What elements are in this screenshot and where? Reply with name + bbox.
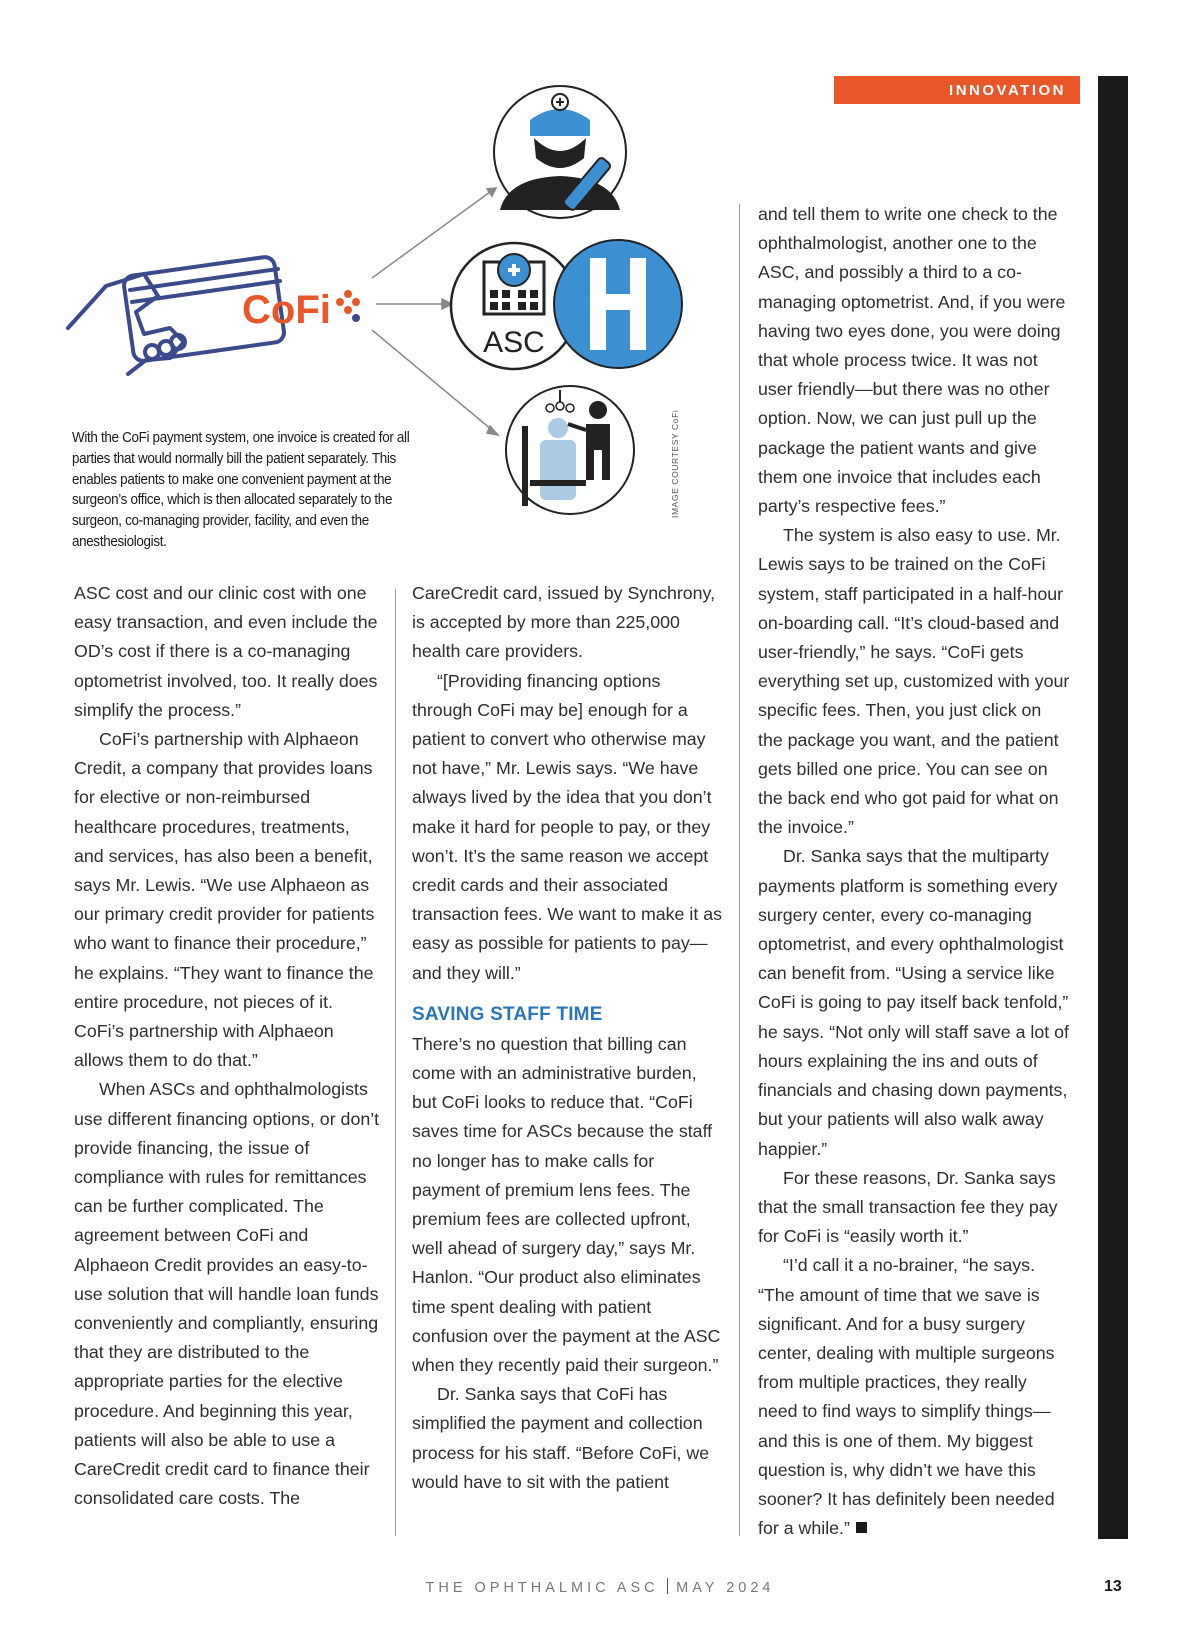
hospital-icon	[554, 240, 682, 368]
paragraph: and tell them to write one check to the ophthalmologist, another one to the ASC, and possibly a third to a co-managing optometrist. And, if you were having two eyes done, you were doing that whole process twice. It was not user friendly—but there was no other option. Now, we can just pull up the package the patient wants and give them one invoice that includes each party’s respective fees.”	[758, 204, 1066, 517]
column-divider	[395, 589, 396, 1536]
cofi-logo-text: CoFi	[242, 288, 331, 332]
paragraph: CoFi’s partnership with Alphaeon Credit, a company that provides loans for elective or non-reimbursed healthcare procedures, treatments, and services, has also been a benefit, says Mr. Lewis. “We use Alphaeon as our primary credit provider for patients who want to finance their procedure,” he explains. “They want to finance the entire procedure, not pieces of it. CoFi’s partnership with Alphaeon allows them to do that.”	[74, 729, 375, 1071]
paragraph: “[Providing financing options through CoFi may be] enough for a patient to convert who otherwise may not have,” Mr. Lewis says. “We have always lived by the idea that you don’t make it hard for people to pay, or they won’t. It’s the same reason we accept credit cards and their associated transaction fees. We want to make it as easy as possible for patients to pay—and they will.”	[412, 670, 722, 983]
paragraph: There’s no question that billing can come with an administrative burden, but CoFi looks to reduce that. “CoFi saves time for ASCs because the staff no longer has to make calls for payment of premium lens fees. The premium fees are collected upfront, well ahead of surgery day,” says Mr. Hanlon. “Our product also eliminates time spent dealing with patient confusion over the payment at the ASC when they recently paid their surgeon.”	[412, 1033, 721, 1376]
publication-name: THE OPHTHALMIC ASC	[425, 1580, 659, 1596]
paragraph: For these reasons, Dr. Sanka says that the small transaction fee they pay for CoFi is “easily worth it.”	[758, 1167, 1058, 1247]
section-tag: INNOVATION	[834, 76, 1080, 104]
asc-label: ASC	[483, 326, 545, 359]
footer-separator	[667, 1578, 669, 1594]
image-credit: IMAGE COURTESY CoFi	[670, 409, 680, 518]
issue-date: MAY 2024	[676, 1580, 775, 1596]
column-1	[74, 579, 384, 1514]
subheading: SAVING STAFF TIME	[412, 1003, 603, 1025]
paragraph	[758, 1251, 1070, 1543]
page-edge-bar	[1098, 76, 1128, 1539]
page-number: 13	[1104, 1578, 1122, 1595]
paragraph: Dr. Sanka says that the multiparty payments platform is something every surgery center, every co-managing optometrist, and every ophthalmologist can benefit from. “Using a service like CoFi is going to pay itself back tenfold,” he says. “Not only will staff save a lot of hours explaining the ins and outs of financials and chasing down payments, but your patients will also walk away happier.”	[758, 846, 1069, 1159]
paragraph: Dr. Sanka says that CoFi has simplified the payment and collection process for his staff. “Before CoFi, we would have to sit with the patient	[412, 1384, 710, 1492]
column-3	[758, 200, 1070, 1543]
paragraph: When ASCs and ophthalmologists use different financing options, or don’t provide financing, the issue of compliance with rules for remittances can be further complicated. The agreement between CoFi and Alphaeon Credit provides an easy-to-use solution that will handle loan funds conveniently and compliantly, ensuring that they are distributed to the appropriate parties for the elective procedure. And beginning this year, patients will also be able to use a CareCredit credit card to finance their consolidated care costs. The	[74, 1079, 380, 1509]
end-of-article-mark	[856, 1522, 867, 1533]
closing-paragraph-text: “I’d call it a no-brainer, “he says. “The amount of time that we save is significant. And for a busy surgery center, dealing with multiple surgeons from multiple practices, they really need to find ways to simplify things—and this is one of them. My biggest question is, why didn’t we have this sooner? It has definitely been needed for a while.”	[758, 1255, 1055, 1539]
column-divider	[739, 204, 740, 1536]
column-2	[412, 579, 724, 1497]
exam-room-icon	[506, 386, 634, 514]
paragraph: ASC cost and our clinic cost with one easy transaction, and even include the OD’s cost if there is a co-managing optometrist involved, too. It really does simplify the process.”	[74, 583, 378, 720]
paragraph: CareCredit card, issued by Synchrony, is accepted by more than 225,000 health care providers.	[412, 583, 716, 662]
cofi-logo	[242, 288, 360, 332]
paragraph: The system is also easy to use. Mr. Lewis says to be trained on the CoFi system, staff participated in a half-hour on-boarding call. “It’s cloud-based and user-friendly,” he says. “CoFi gets everything set up, customized with your specific fees. Then, you just click on the package you want, and the patient gets billed one price. You can see on the back end who got paid for what on the invoice.”	[758, 525, 1070, 838]
surgeon-icon	[494, 86, 626, 218]
page-footer	[0, 1578, 1200, 1596]
figure-caption: With the CoFi payment system, one invoice is created for all parties that would normally bill the patient separately. This enables patients to make one convenient payment at the surgeon’s office, which is then allocated separately to the surgeon, co-managing provider, facility, and even the anesthesiologist.	[72, 430, 410, 550]
